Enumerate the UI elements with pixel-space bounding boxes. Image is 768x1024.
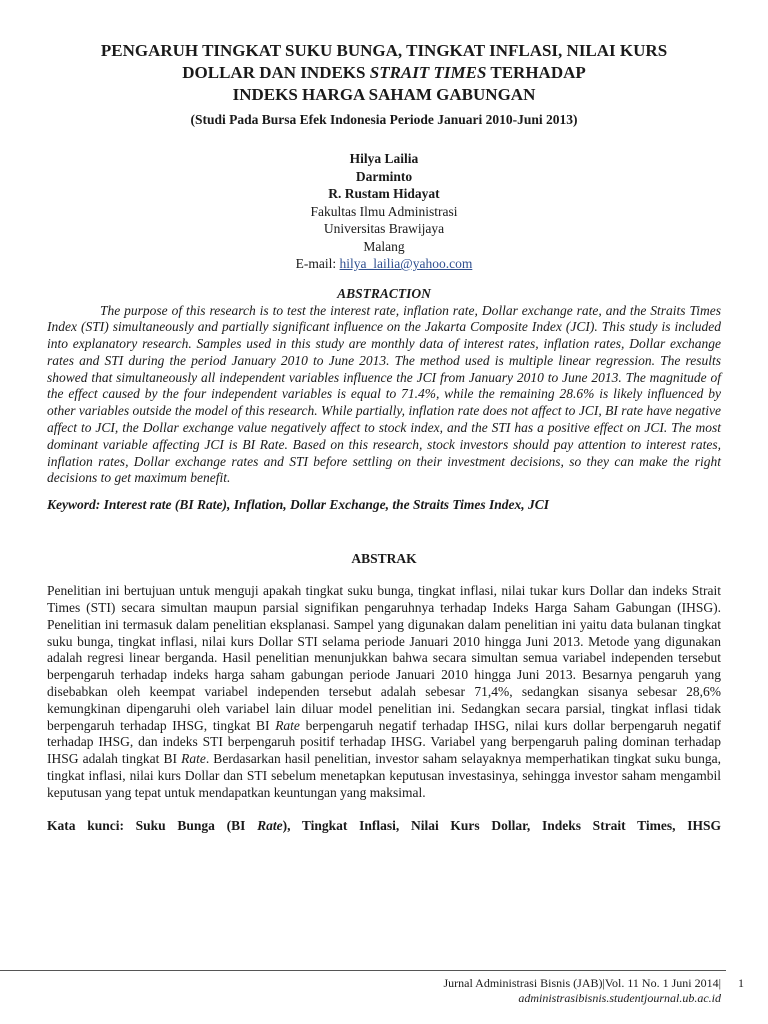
title-line-2-italic: STRAIT TIMES (369, 63, 487, 82)
kata-kunci-part-a: Kata kunci: Suku Bunga (BI (47, 817, 258, 833)
title-line-2a: DOLLAR DAN INDEKS (182, 63, 370, 82)
abstrak-rate-2: Rate (181, 751, 206, 767)
title-line-2b: TERHADAP (486, 63, 586, 82)
abstrak-part-2: berpengaruh negatif terhadap IHSG, nilai kurs dollar berpengaruh negatif terhadap IHSG, dan indeks STI berpengaruh positif terhadap IHSG. Variabel yang berpengaruh paling dominan terhadap IHSG adalah tingkat BI (47, 717, 721, 767)
email-line (47, 255, 721, 273)
affiliation-faculty: Fakultas Ilmu Administrasi (310, 203, 458, 219)
author-name: R. Rustam Hidayat (328, 186, 440, 201)
footer-url: administrasibisnis.studentjournal.ub.ac.id (518, 991, 721, 1005)
page-number: 1 (738, 976, 744, 990)
abstraction-text: The purpose of this research is to test the interest rate, inflation rate, Dollar exchange rate, and the Straits Times Index (STI) simultaneously and partially significant influence on the Jakarta Composite Index (JCI). This study is included into explanatory research. Samples used in this study are monthly data of interest rates, inflation rates, Dollar exchange rates and STI during the period January 2010 to June 2013. The method used is multiple linear regression. The results showed that simultaneously all independent variables influence the JCI from January 2010 to June 2013. The magnitude of the effect caused by the four independent variables is equal to 71.4%, while the remaining 28.6% is likely influenced by other variables outside the model of this research. While partially, inflation rate does not affect to JCI, BI rate have negative affect to JCI, the Dollar exchange value negatively affect to stock index, and the STI has a positive effect on JCI. The most dominant variable affecting JCI is BI Rate. Based on this research, stock investors should pay attention to interest rates, inflation rates, Dollar exchange rates and STI before settling on their investment decisions, so they can make the right decisions to get maximum benefit. (47, 302, 721, 486)
paper-subtitle: (Studi Pada Bursa Efek Indonesia Periode Januari 2010-Juni 2013) (190, 112, 578, 127)
author-name: Hilya Lailia (349, 151, 419, 166)
kata-kunci-rate: Rate (257, 817, 283, 833)
abstrak-heading: ABSTRAK (351, 551, 417, 567)
affiliation-university: Universitas Brawijaya (323, 221, 445, 236)
affiliation-city: Malang (363, 238, 405, 254)
author-name: Darminto (355, 168, 413, 184)
author-block (47, 150, 721, 273)
footer-divider (0, 970, 726, 971)
email-link[interactable]: hilya_lailia@yahoo.com (339, 256, 473, 271)
email-label: E-mail: (295, 256, 340, 271)
paper-page (47, 40, 721, 834)
title-line-3: INDEKS HARGA SAHAM GABUNGAN (232, 85, 536, 104)
keyword-english: Keyword: Interest rate (BI Rate), Inflation, Dollar Exchange, the Straits Times Index, JCI (47, 497, 550, 513)
kata-kunci-part-b: ), Tingkat Inflasi, Nilai Kurs Dollar, Indeks Strait Times, IHSG (282, 817, 721, 833)
abstrak-part-1: Penelitian ini bertujuan untuk menguji apakah tingkat suku bunga, tingkat inflasi, nilai tukar kurs Dollar dan indeks Strait Times (STI) secara simultan maupun parsial signifikan pengaruhnya terhadap Indeks Harga Saham Gabungan (IHSG). Penelitian ini termasuk dalam penelitian eksplanasi. Sampel yang digunakan dalam penelitian ini yaitu data bulanan tingkat suku bunga, tingkat inflasi, nilai kurs Dollar STI selama periode Januari 2010 hingga Juni 2013. Metode yang digunakan adalah regresi linear berganda. Hasil penelitian menunjukkan bahwa secara simultan semua variabel independen tersebut berpengaruh terhadap indeks harga saham gabungan periode Januari 2010 hingga Juni 2013. Besarnya pengaruh yang disebabkan oleh keempat variabel independen tersebut adalah sebesar 71,4%, sedangkan sisanya sebesar 28,6% kemungkinan dipengaruhi oleh variabel lain diluar model penelitian ini. Sedangkan secara parsial, tingkat inflasi tidak berpengaruh terhadap IHSG, tingkat BI (47, 583, 721, 733)
title-line-1: PENGARUH TINGKAT SUKU BUNGA, TINGKAT INFLASI, NILAI KURS (100, 41, 668, 60)
keyword-indonesian (47, 818, 721, 834)
abstraction-heading: ABSTRACTION (337, 285, 431, 301)
paper-title (47, 40, 721, 106)
abstrak-part-3: . Berdasarkan hasil penelitian, investor saham selayaknya memperhatikan tingkat suku bunga, tingkat inflasi, nilai kurs Dollar dan STI sebelum menetapkan keputusan investasinya, sehingga investor saham mengambil keputusan yang tepat untuk mendapatkan keuntungan yang maksimal. (47, 751, 721, 800)
footer-journal: Jurnal Administrasi Bisnis (JAB)|Vol. 11 No. 1 Juni 2014| (443, 976, 721, 990)
abstrak-text (47, 583, 721, 801)
abstrak-rate-1: Rate (275, 717, 300, 733)
